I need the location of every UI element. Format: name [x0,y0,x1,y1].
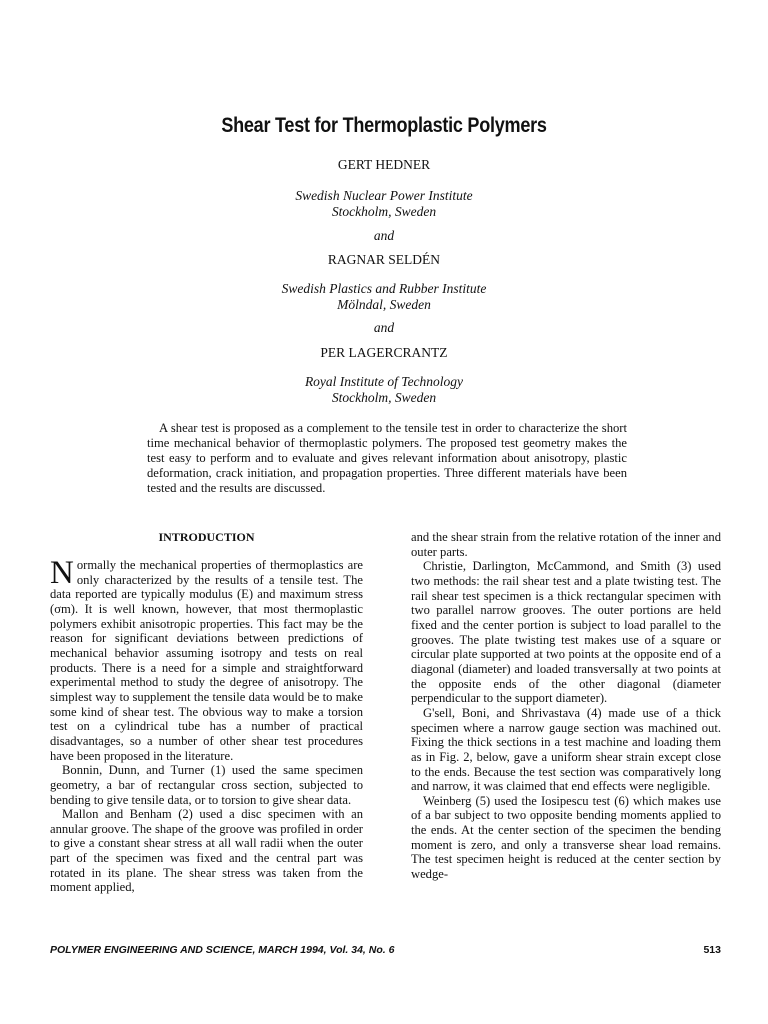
affiliation-location: Stockholm, Sweden [331,204,437,219]
paper-title: Shear Test for Thermoplastic Polymers [221,114,547,137]
section-heading: INTRODUCTION [158,530,255,544]
paragraph-text: ormally the mechanical properties of thermoplastics are only characterized by the results of a tensile test. The data reported are typically modulus (E) and maximum stress (σm). It is well known, however, that most thermoplastic polymers exhibit anisotropic properties. This fact may be the reason for significant deviations between predictions of mechanical behavior assuming isotropy and tests on real products. There is a need for a simple and straightforward experimental method to study the degree of anisotropy. The simplest way to supplement the tensile data would be to make some kind of shear test. The obvious way to make a torsion test on a cylindrical tube has a number of practical disadvantages, so a number of other shear test procedures have been proposed in the literature. [50,558,363,763]
paragraph: Weinberg (5) used the Iosipescu test (6) which makes use of a bar subject to two opposite bending moments applied to the ends. At the center section of the specimen the bending moment is zero, and only a transverse shear load remains. The test specimen height is reduced at the center section by wedge- [411,793,721,882]
paragraph: and the shear strain from the relative rotation of the inner and outer parts. [411,530,721,559]
affiliation-location: Mölndal, Sweden [337,297,431,312]
author-affiliation [0,281,768,313]
dropcap: N [50,555,74,591]
affiliation-institute: Royal Institute of Technology [304,374,464,389]
affiliation-institute: Swedish Plastics and Rubber Institute [281,281,487,296]
paragraph: G'sell, Boni, and Shrivastava (4) made use of a thick specimen where a narrow gauge section was machined out. Fixing the thick sections in a test machine and loading them as in Fig. 2, below, gave a uniform shear strain except close to the ends. Because the test section was comparatively long and narrow, it was claimed that end effects were negligible. [411,705,721,794]
paragraph: Mallon and Benham (2) used a disc specimen with an annular groove. The shape of the groove was profiled in order to give a constant shear stress at all wall radii when the outer part of the specimen was fixed and the central part was rotated in its plane. The shear stress was taken from the moment applied, [50,807,363,895]
author-affiliation [0,188,768,220]
author-affiliation [0,374,768,406]
and-separator: and [373,228,395,243]
author-name: RAGNAR SELDÉN [327,252,441,267]
paragraph [50,555,363,763]
abstract: A shear test is proposed as a complement to the tensile test in order to characterize the short time mechanical behavior of thermoplastic polymers. The proposed test geometry makes the test easy to perform and to evaluate and gives relevant information about anisotropy, plastic deformation, crack initiation, and propagation properties. Three different materials have been tested and the results are discussed. [147,421,627,496]
left-column [50,555,363,895]
right-column [411,530,721,882]
affiliation-location: Stockholm, Sweden [331,390,437,405]
and-separator: and [373,320,395,335]
paragraph: Bonnin, Dunn, and Turner (1) used the same specimen geometry, a bar of rectangular cross section, subjected to bending to give tensile data, or to torsion to give shear data. [50,763,363,807]
author-name: PER LAGERCRANTZ [320,345,448,360]
journal-footer: POLYMER ENGINEERING AND SCIENCE, MARCH 1994, Vol. 34, No. 6 [50,944,395,956]
paragraph: Christie, Darlington, McCammond, and Smith (3) used two methods: the rail shear test and a plate twisting test. The rail shear test specimen is a thick rectangular specimen with two parallel narrow grooves. The outer portions are held fixed and the center portion is subject to load parallel to the grooves. The plate twisting test makes use of a square or circular plate supported at two points at the opposite end of a diagonal (diameter) and loaded transversally at two points at the opposite ends of the other diagonal (diameter perpendicular to the support diameter). [411,559,721,706]
affiliation-institute: Swedish Nuclear Power Institute [295,188,473,203]
author-name: GERT HEDNER [337,157,431,172]
page-number: 513 [703,944,721,956]
